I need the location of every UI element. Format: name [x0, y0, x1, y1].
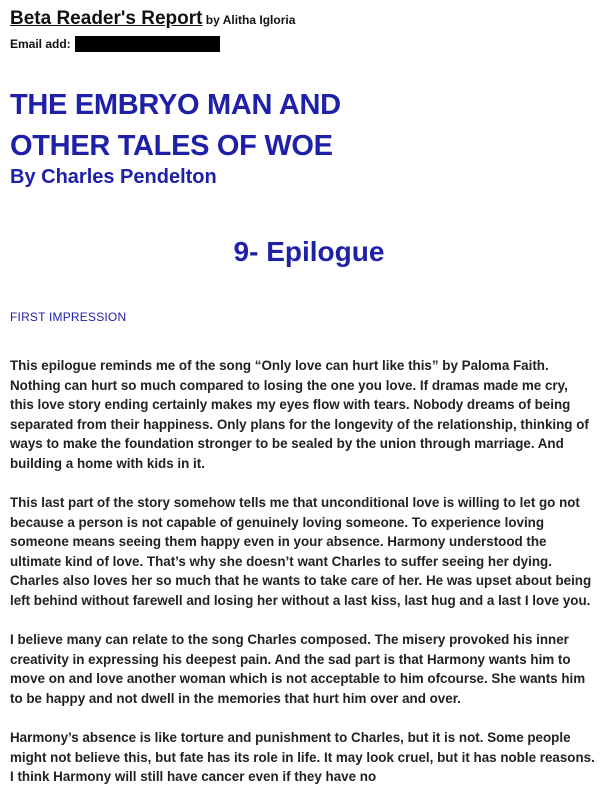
- body-text: [10, 356, 595, 806]
- chapter-title: 9- Epilogue: [233, 236, 385, 267]
- email-label: Email add:: [10, 37, 71, 51]
- book-title: [10, 85, 341, 167]
- report-header: [10, 8, 295, 30]
- book-author: By Charles Pendelton: [10, 166, 217, 188]
- paragraph: I believe many can relate to the song Charles composed. The misery provoked his inner creativity in expressing his deepest pain. And the sad part is that Harmony wants him to move on and love another woman which is not acceptable to him ofcourse. She wants him to be happy and not dwell in the memories that hurt him over and over.: [10, 632, 586, 706]
- report-author: by Alitha Igloria: [202, 13, 296, 27]
- section-label: FIRST IMPRESSION: [10, 310, 127, 324]
- paragraph: Harmony’s absence is like torture and punishment to Charles, but it is not. Some people might not believe this, but fate has its role in life. It may look cruel, but it has noble reasons. I think Harmony will still have cancer even if they have no: [10, 730, 595, 785]
- paragraph: This last part of the story somehow tells me that unconditional love is willing to let go not because a person is not capable of genuinely loving someone. To experience loving someone means seeing them happy even in your absence. Harmony understood the ultimate kind of love. That’s why she doesn’t want Charles to suffer seeing her dying. Charles also loves her so much that he wants to take care of her. He was upset about being left behind without farewell and losing her without a last kiss, last hug and a last I love you.: [10, 495, 592, 609]
- email-line: [10, 36, 220, 52]
- redacted-email-box: [75, 36, 220, 52]
- book-title-line-1: THE EMBRYO MAN AND: [10, 89, 341, 121]
- report-title: Beta Reader's Report: [10, 8, 203, 29]
- paragraph: This epilogue reminds me of the song “Only love can hurt like this” by Paloma Faith. Nothing can hurt so much compared to losing the one you love. If dramas made me cry, this love story ending certainly makes my eyes flow with tears. Nobody dreams of being separated from their happiness. Only plans for the longevity of the relationship, thinking of ways to make the foundation stronger to be sealed by the union through marriage. And building a home with kids in it.: [10, 358, 589, 471]
- book-title-line-2: OTHER TALES OF WOE: [10, 130, 333, 162]
